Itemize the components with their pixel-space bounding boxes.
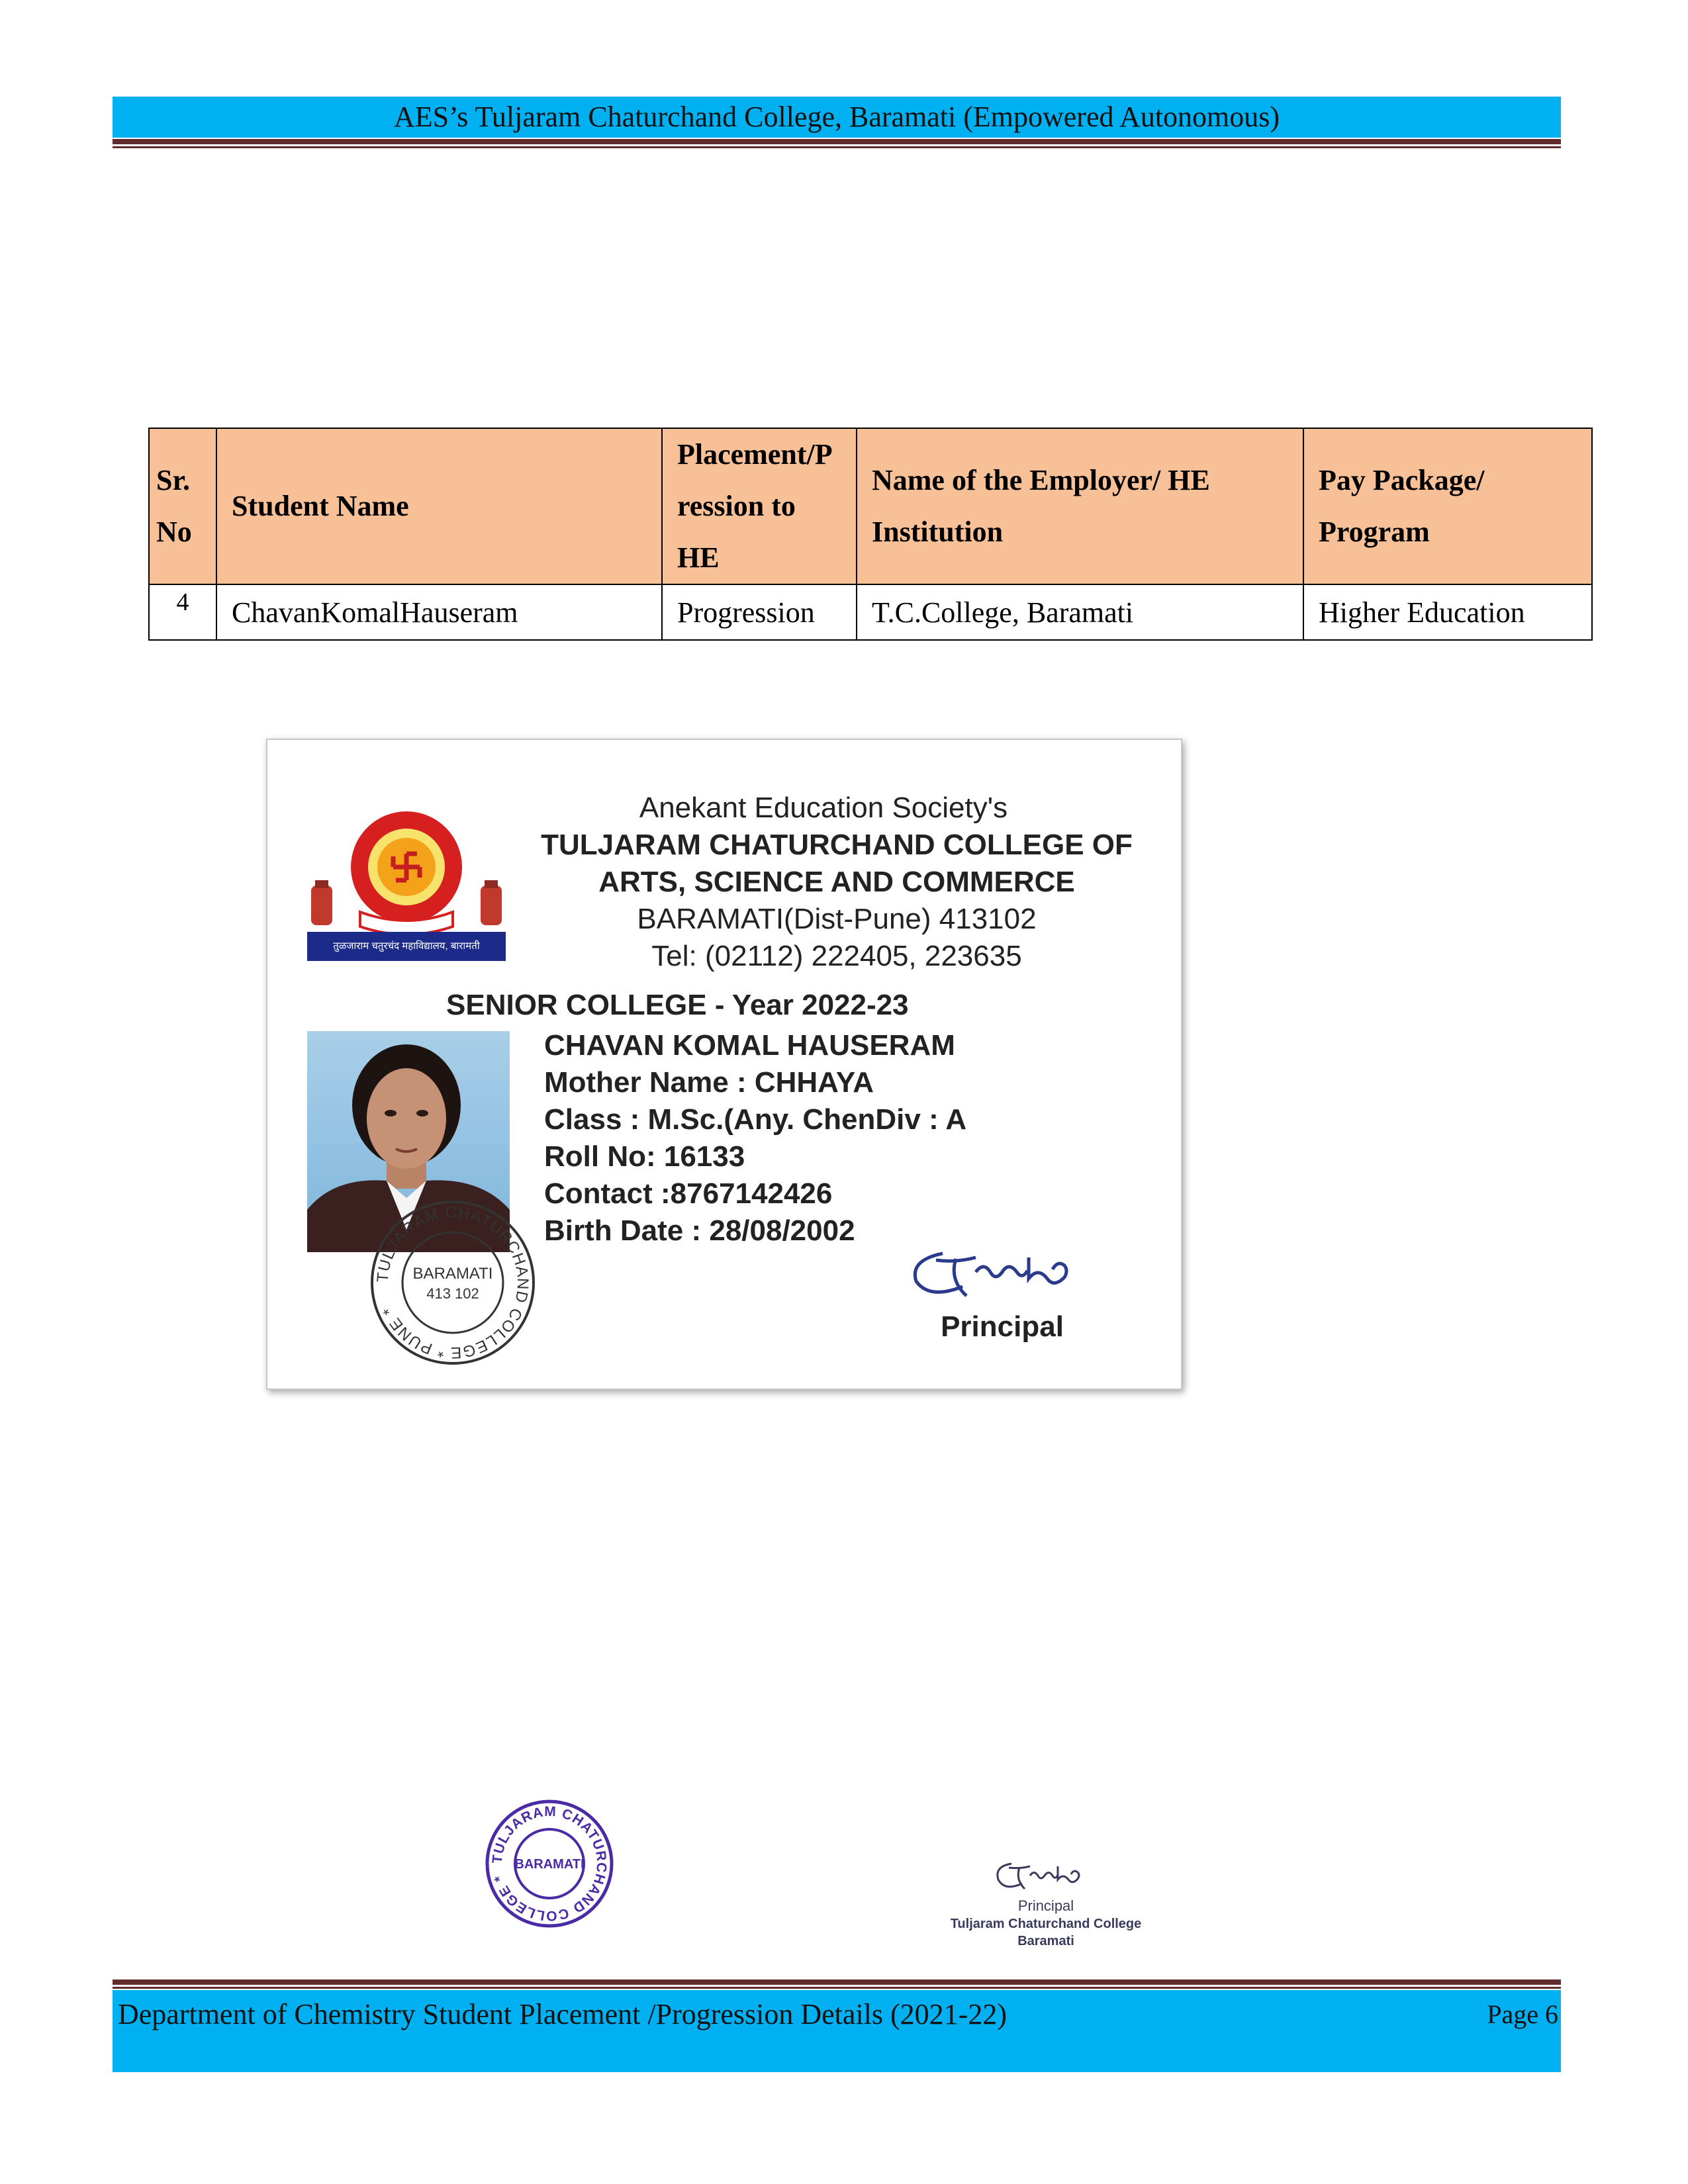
card-college-name-line1: TULJARAM CHATURCHAND COLLEGE OF bbox=[541, 829, 1133, 861]
progression-table bbox=[148, 428, 1593, 641]
svg-text:TULJARAM CHATURCHAND COLLEGE *: TULJARAM CHATURCHAND COLLEGE * PUNE * bbox=[373, 1203, 532, 1362]
card-society-name: Anekant Education Society's bbox=[639, 792, 1008, 824]
cell-placement: Progression bbox=[662, 584, 857, 640]
page-header-title: AES’s Tuljaram Chaturchand College, Baramati (Empowered Autonomous) bbox=[393, 101, 1280, 133]
card-telephone: Tel: (02112) 222405, 223635 bbox=[651, 940, 1022, 972]
card-class: Class : M.Sc.(Any. ChenDiv : A bbox=[544, 1103, 967, 1136]
column-header-pay-package: Pay Package/ Program bbox=[1303, 428, 1592, 584]
logo-marathi-strip: तुळजाराम चतुरचंद महाविद्यालय, बारामती bbox=[307, 932, 506, 961]
card-student-details bbox=[544, 1027, 966, 1250]
svg-text:BARAMATI: BARAMATI bbox=[412, 1265, 493, 1283]
column-header-employer: Name of the Employer/ HE Institution bbox=[857, 428, 1303, 584]
header-rule bbox=[113, 139, 1561, 144]
college-round-stamp bbox=[483, 1797, 616, 1930]
cell-student-name: ChavanKomalHauseram bbox=[216, 584, 662, 640]
cell-employer: T.C.College, Baramati bbox=[857, 584, 1303, 640]
footer-rule-thin bbox=[113, 1987, 1561, 1989]
card-roll-no: Roll No: 16133 bbox=[544, 1140, 745, 1173]
card-mother-name: Mother Name : CHHAYA bbox=[544, 1066, 874, 1099]
signature-label: Principal bbox=[1017, 1897, 1074, 1914]
signature-college: Tuljaram Chaturchand College bbox=[950, 1917, 1142, 1931]
card-city: BARAMATI(Dist-Pune) 413102 bbox=[637, 903, 1037, 935]
svg-text:TULJARAM CHATURCHAND COLLEGE *: TULJARAM CHATURCHAND COLLEGE * bbox=[489, 1803, 610, 1924]
column-header-sr-no: Sr. No bbox=[149, 428, 216, 584]
card-principal-label: Principal bbox=[941, 1310, 1064, 1343]
cell-sr-no: 4 bbox=[149, 584, 216, 640]
student-id-card bbox=[266, 739, 1182, 1390]
column-header-student-name: Student Name bbox=[216, 428, 662, 584]
card-college-name-line2: ARTS, SCIENCE AND COMMERCE bbox=[598, 866, 1075, 898]
principal-signature-icon bbox=[992, 1857, 1098, 1897]
card-birth-date: Birth Date : 28/08/2002 bbox=[544, 1214, 855, 1247]
table-row bbox=[149, 584, 1592, 640]
card-session: SENIOR COLLEGE - Year 2022-23 bbox=[446, 989, 909, 1021]
page-number: Page 6 bbox=[1487, 1999, 1558, 2029]
principal-signature-icon bbox=[903, 1240, 1115, 1306]
signature-city: Baramati bbox=[1017, 1934, 1074, 1948]
footer-title: Department of Chemistry Student Placement /Progression Details (2021-22) bbox=[118, 1998, 1007, 2030]
svg-text:BARAMATI: BARAMATI bbox=[514, 1857, 585, 1872]
cell-pay-package: Higher Education bbox=[1303, 584, 1592, 640]
svg-text:413 102: 413 102 bbox=[426, 1285, 479, 1302]
footer-rule bbox=[113, 1979, 1561, 1985]
principal-signature-block bbox=[927, 1897, 1165, 1950]
column-header-placement: Placement/P ression to HE bbox=[662, 428, 857, 584]
card-student-name: CHAVAN KOMAL HAUSERAM bbox=[544, 1029, 955, 1062]
card-college-stamp bbox=[367, 1197, 539, 1369]
header-rule-thin bbox=[113, 146, 1561, 148]
card-contact: Contact :8767142426 bbox=[544, 1177, 833, 1210]
table-header-row bbox=[149, 428, 1592, 584]
